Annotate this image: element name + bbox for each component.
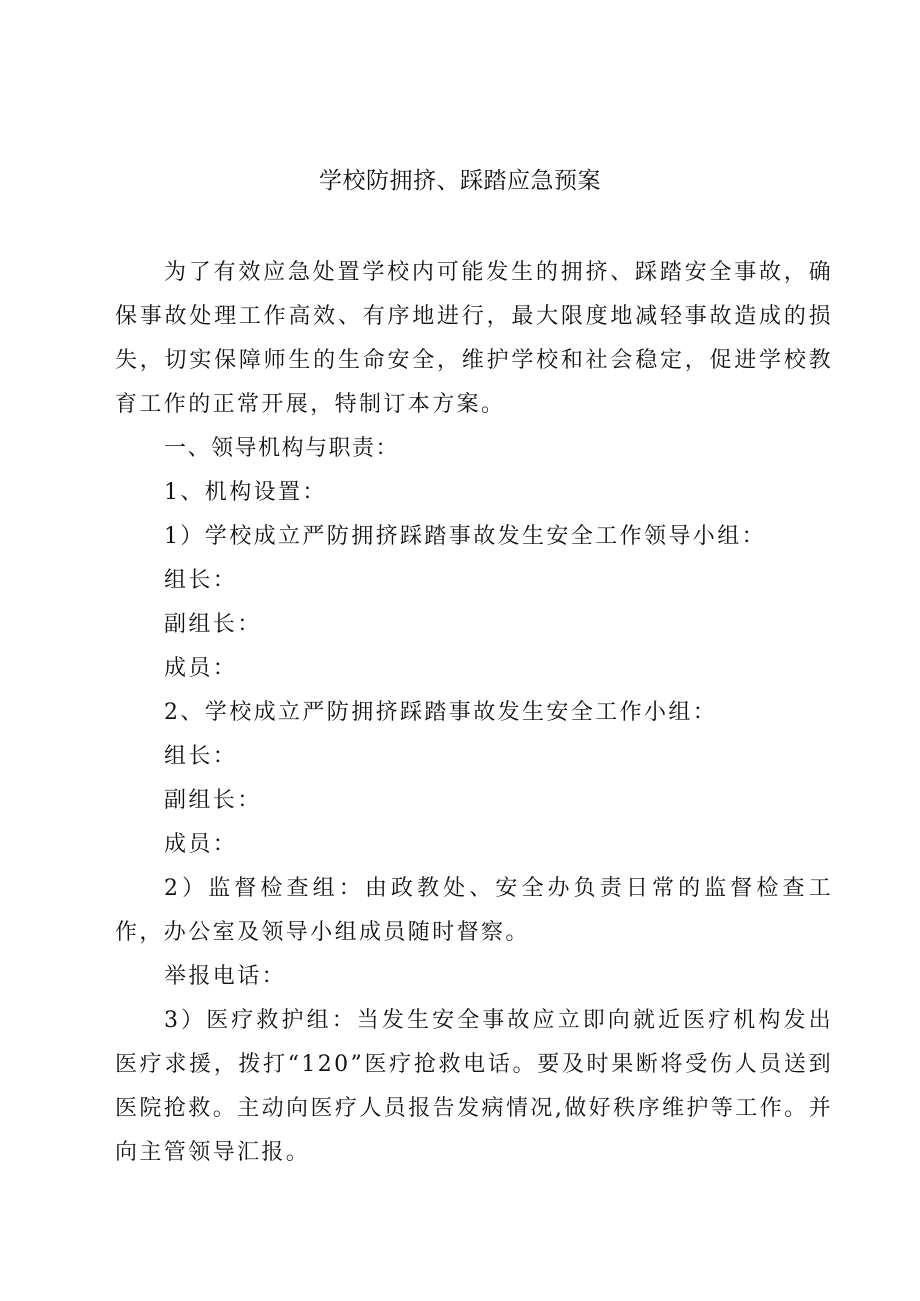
item-organization-setup: 1、机构设置：: [164, 480, 327, 505]
members-label-1: 成员：: [164, 656, 238, 681]
document-body: [115, 251, 833, 1175]
medical-rescue-paragraph: 3）医疗救护组：当发生安全事故应立即向就近医疗机构发出医疗求援，拨打“120”医疗抢救电话。要及时果断将受伤人员送到医院抢救。主动向医疗人员报告发病情况,做好秩序维护等工作。并向主管领导汇报。: [115, 1008, 833, 1165]
deputy-label-1: 副组长：: [164, 612, 262, 637]
item-work-group: 2、学校成立严防拥挤踩踏事故发生安全工作小组：: [164, 700, 718, 725]
section-heading-leadership: 一、领导机构与职责：: [164, 436, 400, 461]
members-label-2: 成员：: [164, 832, 238, 857]
supervision-paragraph: 2）监督检查组：由政教处、安全办负责日常的监督检查工作，办公室及领导小组成员随时督察。: [115, 876, 833, 945]
document-title: 学校防拥挤、踩踏应急预案: [319, 168, 601, 194]
leader-label-2: 组长：: [164, 744, 238, 769]
deputy-label-2: 副组长：: [164, 788, 262, 813]
item-leading-group: 1）学校成立严防拥挤踩踏事故发生安全工作领导小组：: [164, 524, 766, 549]
hotline-label: 举报电话：: [164, 964, 287, 989]
leader-label-1: 组长：: [164, 568, 238, 593]
intro-paragraph: 为了有效应急处置学校内可能发生的拥挤、踩踏安全事故，确保事故处理工作高效、有序地进行，最大限度地减轻事故造成的损失，切实保障师生的生命安全，维护学校和社会稳定，促进学校教育工作的正常开展，特制订本方案。: [115, 260, 833, 417]
